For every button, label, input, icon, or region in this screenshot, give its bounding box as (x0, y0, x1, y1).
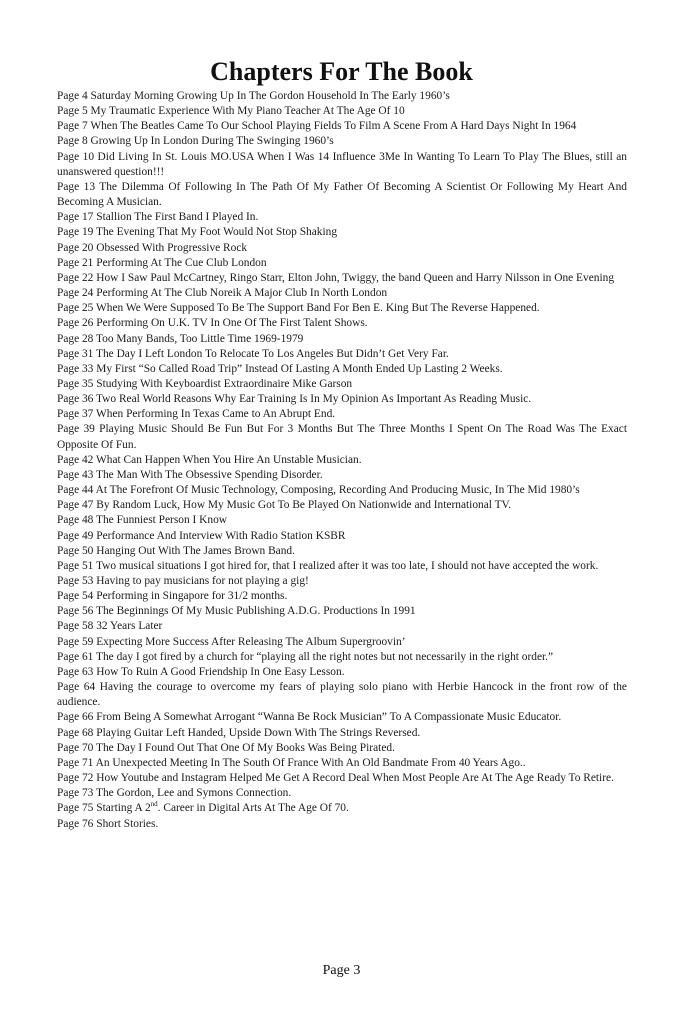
chapter-list (57, 89, 627, 832)
chapter-entry: Page 36 Two Real World Reasons Why Ear Training Is In My Opinion As Important As Reading Music. (57, 393, 532, 406)
chapter-entry: Page 22 How I Saw Paul McCartney, Ringo Starr, Elton John, Twiggy, the band Queen and Harry Nilsson in One Evening (57, 271, 615, 284)
chapter-entry: Page 25 When We Were Supposed To Be The Support Band For Ben E. King But The Reverse Happened. (57, 302, 540, 315)
chapter-entry: Page 35 Studying With Keyboardist Extraordinaire Mike Garson (57, 377, 353, 390)
chapter-entry: Page 10 Did Living In St. Louis MO.USA When I Was 14 Influence 3Me In Wanting To Learn To Play The Blues, still an unanswered question!!! (57, 150, 627, 178)
chapter-entry: Page 7 When The Beatles Came To Our School Playing Fields To Film A Scene From A Hard Days Night In 1964 (57, 120, 577, 133)
chapter-entry (57, 801, 627, 816)
chapter-entry: Page 58 32 Years Later (57, 620, 163, 633)
chapter-entry: Page 73 The Gordon, Lee and Symons Connection. (57, 787, 292, 800)
chapter-entry: Page 4 Saturday Morning Growing Up In The Gordon Household In The Early 1960’s (57, 90, 450, 102)
chapter-entry: Page 37 When Performing In Texas Came to An Abrupt End. (57, 408, 336, 421)
chapter-entry: Page 72 How Youtube and Instagram Helped Me Get A Record Deal When Most People Are At The Age Ready To Retire. (57, 772, 614, 785)
chapter-entry: Page 19 The Evening That My Foot Would Not Stop Shaking (57, 226, 338, 239)
chapter-entry: Page 5 My Traumatic Experience With My Piano Teacher At The Age Of 10 (57, 105, 405, 118)
chapter-entry: Page 56 The Beginnings Of My Music Publishing A.D.G. Productions In 1991 (57, 605, 416, 618)
chapter-entry: Page 26 Performing On U.K. TV In One Of The First Talent Shows. (57, 317, 368, 330)
chapter-entry: Page 61 The day I got fired by a church for “playing all the right notes but not necessarily in the right order.” (57, 650, 554, 663)
chapter-entry: Page 76 Short Stories. (57, 817, 159, 830)
chapter-entry: Page 43 The Man With The Obsessive Spending Disorder. (57, 468, 323, 481)
chapter-entry: Page 49 Performance And Interview With Radio Station KSBR (57, 529, 346, 542)
chapter-entry: Page 59 Expecting More Success After Releasing The Album Supergroovin’ (57, 635, 406, 648)
chapter-entry: Page 54 Performing in Singapore for 31/2 months. (57, 590, 288, 603)
chapter-entry: Page 53 Having to pay musicians for not playing a gig! (57, 575, 309, 587)
chapter-entry: Page 50 Hanging Out With The James Brown Band. (57, 544, 295, 557)
chapter-entry: Page 71 An Unexpected Meeting In The South Of France With An Old Bandmate From 40 Years Ago.. (57, 756, 526, 769)
chapter-entry: Page 64 Having the courage to overcome my fears of playing solo piano with Herbie Hancock in the front row of the audience. (57, 681, 627, 709)
chapter-entry: Page 66 From Being A Somewhat Arrogant “Wanna Be Rock Musician” To A Compassionate Music Educator. (57, 711, 562, 724)
page-title: Chapters For The Book (210, 57, 473, 86)
chapter-entry: Page 42 What Can Happen When You Hire An Unstable Musician. (57, 453, 362, 466)
chapter-entry: Page 44 At The Forefront Of Music Technology, Composing, Recording And Producing Music, In The Mid 1980’s (57, 484, 580, 497)
chapter-entry: Page 31 The Day I Left London To Relocate To Los Angeles But Didn’t Get Very Far. (57, 347, 449, 360)
chapter-entry: Page 21 Performing At The Cue Club London (57, 256, 267, 269)
chapter-entry: Page 70 The Day I Found Out That One Of My Books Was Being Pirated. (57, 741, 395, 754)
chapter-75-rest: . Career in Digital Arts At The Age Of 70. (157, 802, 349, 815)
page-number: Page 3 (322, 963, 361, 978)
chapter-entry: Page 20 Obsessed With Progressive Rock (57, 241, 248, 254)
chapter-entry: Page 33 My First “So Called Road Trip” Instead Of Lasting A Month Ended Up Lasting 2 Weeks. (57, 362, 503, 375)
ordinal-suffix: nd (150, 800, 158, 809)
chapter-75-text: Page 75 Starting A 2 (57, 802, 151, 815)
chapter-entry: Page 8 Growing Up In London During The Swinging 1960’s (57, 135, 334, 148)
chapter-entry: Page 24 Performing At The Club Noreik A Major Club In North London (57, 287, 388, 300)
chapter-entry: Page 48 The Funniest Person I Know (57, 514, 228, 527)
chapter-entry: Page 39 Playing Music Should Be Fun But For 3 Months But The Three Months I Spent On The Road Was The Exact Opposite Of Fun. (57, 423, 627, 451)
chapter-entry: Page 63 How To Ruin A Good Friendship In One Easy Lesson. (57, 665, 345, 678)
chapter-entry: Page 68 Playing Guitar Left Handed, Upside Down With The Strings Reversed. (57, 726, 421, 739)
chapter-entry: Page 51 Two musical situations I got hired for, that I realized after it was too late, I should not have accepted the work. (57, 559, 599, 572)
chapter-entry: Page 28 Too Many Bands, Too Little Time 1969-1979 (57, 332, 304, 345)
chapter-entry: Page 13 The Dilemma Of Following In The Path Of My Father Of Becoming A Scientist Or Following My Heart And Becoming A Musician. (57, 180, 627, 209)
chapter-entry: Page 47 By Random Luck, How My Music Got To Be Played On Nationwide and International TV. (57, 499, 512, 512)
chapter-entry: Page 17 Stallion The First Band I Played In. (57, 211, 259, 224)
